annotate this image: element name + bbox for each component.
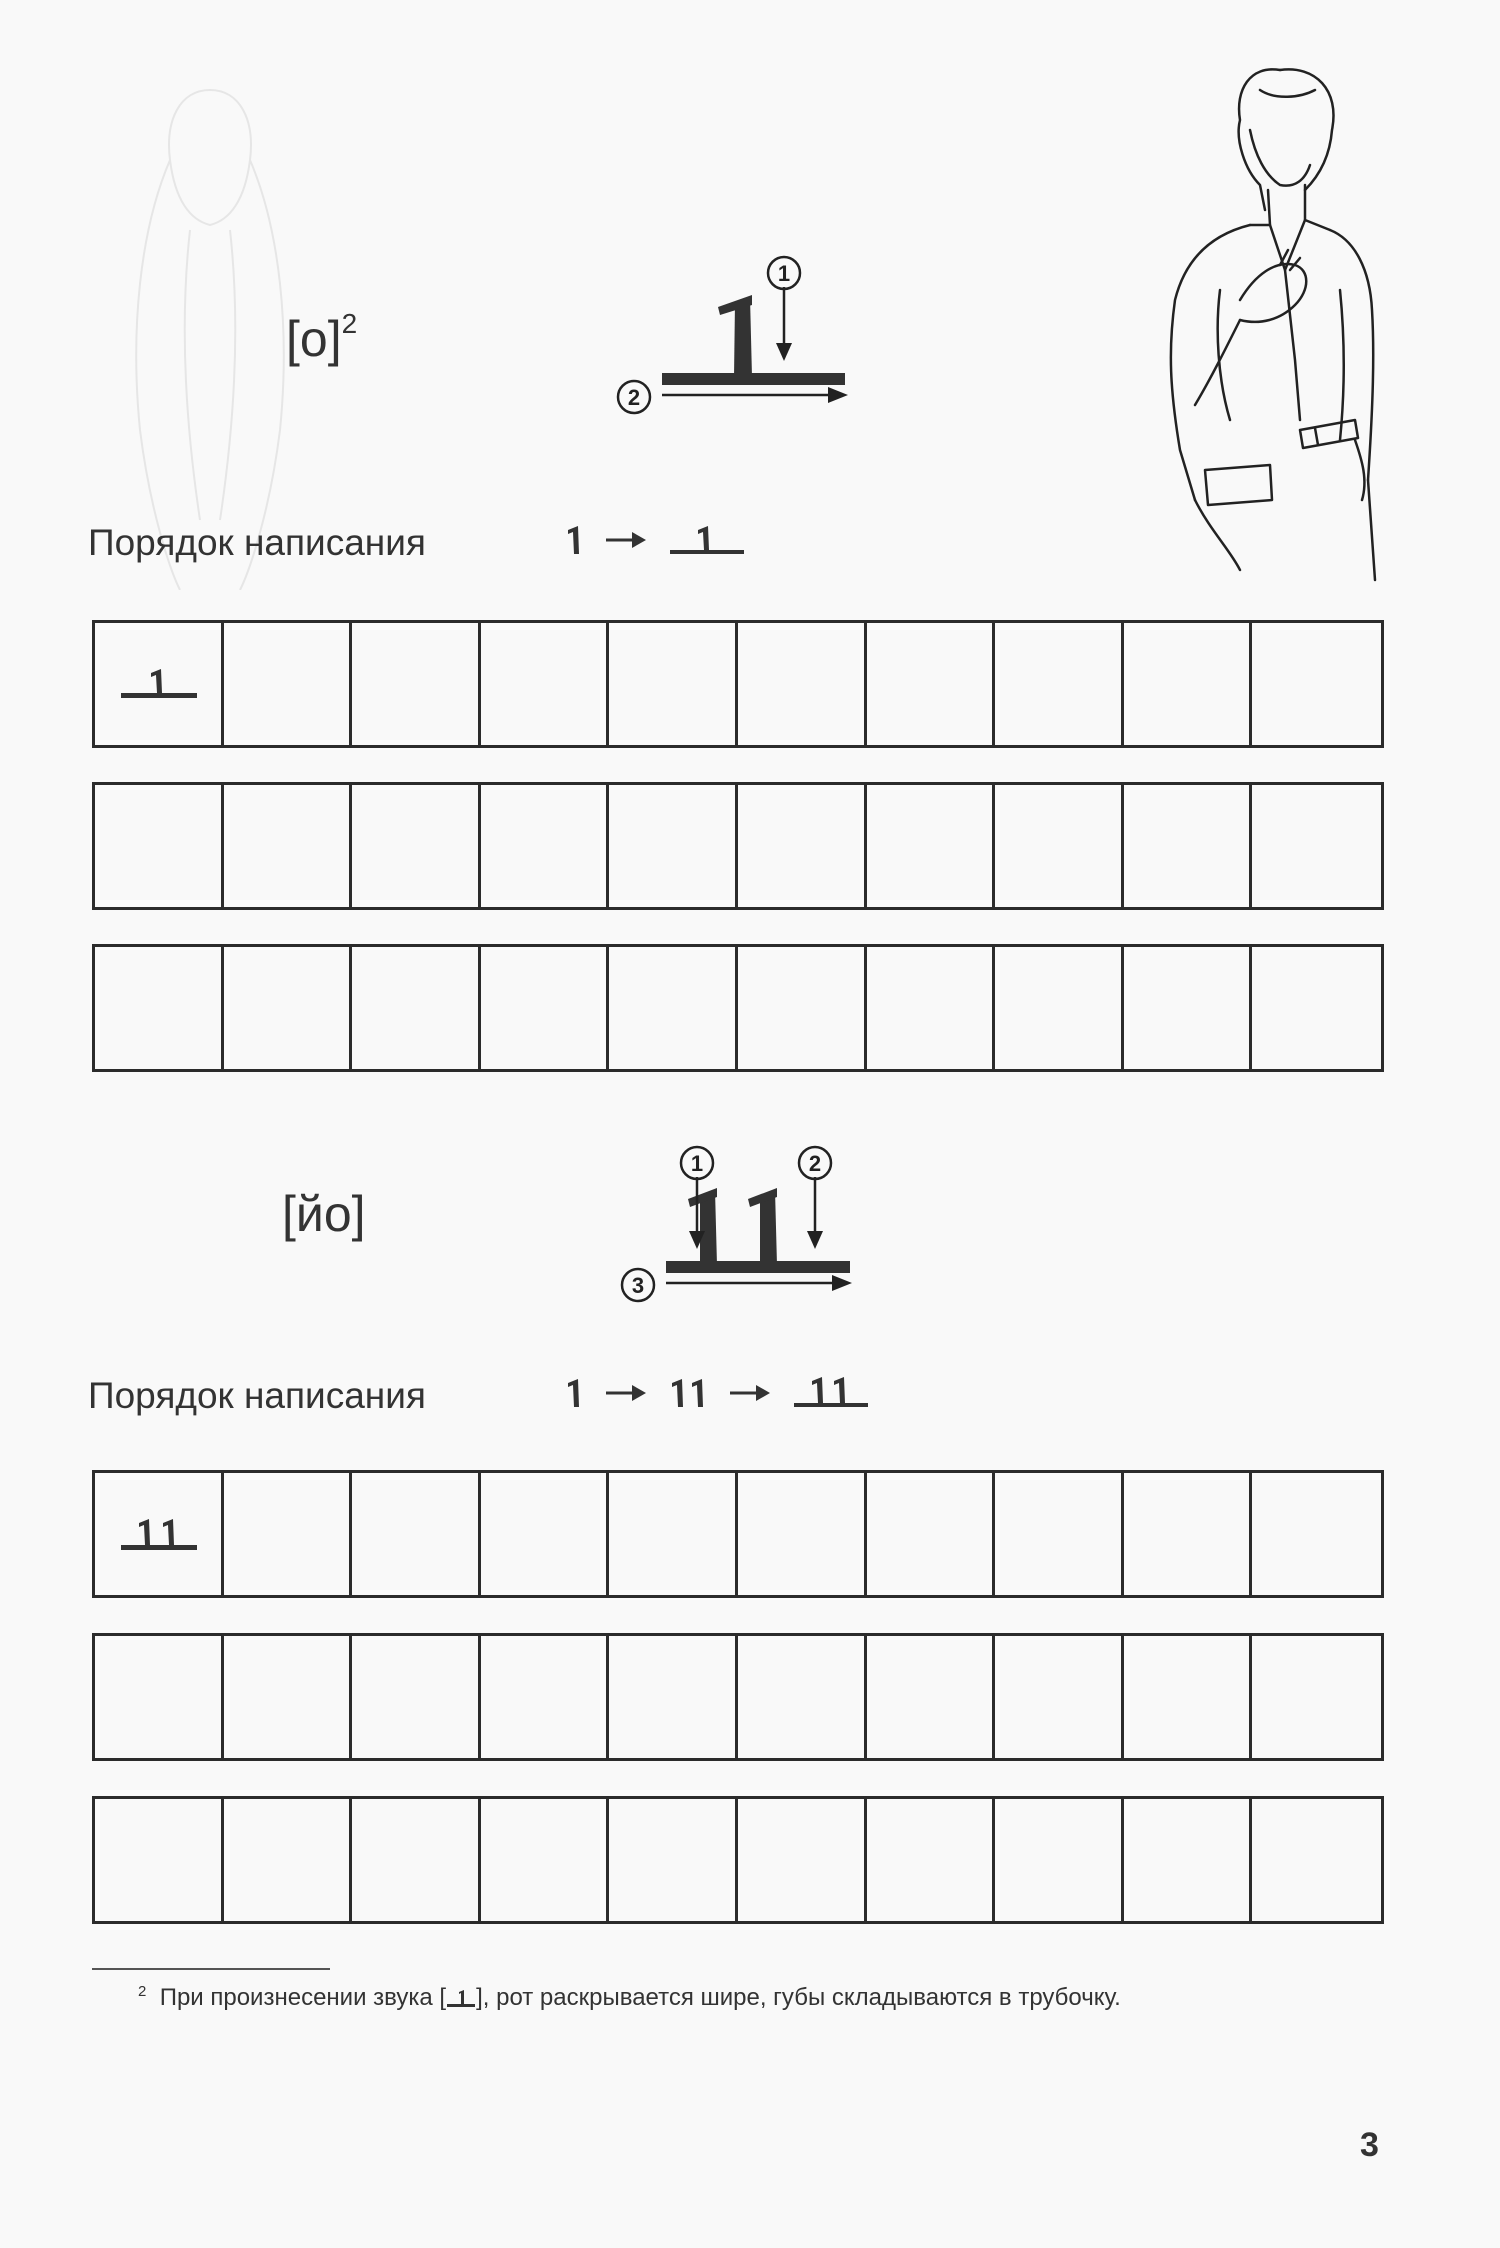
practice-cell-example[interactable] [95,1473,224,1595]
practice-cell[interactable] [1252,785,1381,907]
footnote-rule [92,1968,330,1970]
arrow-right-icon [728,1383,772,1403]
practice-cell[interactable] [867,785,996,907]
stroke-number-1: 1 [777,261,791,286]
practice-cell[interactable] [738,1636,867,1758]
practice-cell[interactable] [352,947,481,1069]
hangul-o-icon [446,1988,476,2010]
footnote [138,1983,1121,2012]
order-label-o: Порядок написания [88,522,426,563]
practice-cell[interactable] [95,1636,224,1758]
order-sequence-yo [562,1373,872,1413]
sound-text-yo: [йо] [282,1186,366,1242]
practice-cell[interactable] [738,1473,867,1595]
practice-cell[interactable] [481,785,610,907]
practice-cell[interactable] [609,1636,738,1758]
practice-cell[interactable] [481,1473,610,1595]
footnote-text-before: При произнесении звука [ [159,1984,447,2011]
page-number: 3 [1360,2126,1379,2164]
order-step-2-icon [666,1373,710,1413]
practice-cell[interactable] [1124,785,1253,907]
practice-cell[interactable] [738,1799,867,1921]
practice-cell[interactable] [1252,1473,1381,1595]
footnote-reference: 2 [341,308,358,339]
practice-cell[interactable] [995,947,1124,1069]
practice-cell[interactable] [738,623,867,745]
practice-grid-yo-row-1 [92,1470,1384,1598]
stroke-order-diagram-yo [600,1135,880,1315]
practice-cell[interactable] [867,947,996,1069]
practice-cell[interactable] [481,1636,610,1758]
practice-cell[interactable] [995,623,1124,745]
practice-cell[interactable] [738,947,867,1069]
stroke-number-2: 2 [627,385,641,410]
order-step-1-icon [562,520,586,560]
practice-cell[interactable] [867,1799,996,1921]
arrow-right-icon [604,1383,648,1403]
practice-cell[interactable] [352,785,481,907]
stroke-order-diagram-o [600,245,860,425]
practice-cell[interactable] [352,623,481,745]
practice-cell[interactable] [224,1636,353,1758]
glyph-stroke-horizontal [662,373,845,385]
practice-cell[interactable] [1124,1636,1253,1758]
practice-cell[interactable] [481,623,610,745]
practice-cell[interactable] [995,1636,1124,1758]
stroke-number-2: 2 [808,1151,822,1176]
stroke-number-1: 1 [690,1151,704,1176]
practice-cell[interactable] [609,947,738,1069]
practice-cell[interactable] [352,1799,481,1921]
practice-cell[interactable] [481,947,610,1069]
order-step-2-icon [666,520,748,560]
practice-grid-yo-row-2 [92,1633,1384,1761]
practice-cell[interactable] [224,623,353,745]
practice-cell[interactable] [1252,623,1381,745]
practice-cell[interactable] [1252,947,1381,1069]
practice-grid-o-row-2 [92,782,1384,910]
practice-cell[interactable] [1124,947,1253,1069]
practice-cell[interactable] [1252,1799,1381,1921]
practice-cell[interactable] [481,1799,610,1921]
practice-cell[interactable] [867,1636,996,1758]
practice-cell[interactable] [995,1473,1124,1595]
practice-grid-o-row-3 [92,944,1384,1072]
practice-cell[interactable] [352,1473,481,1595]
practice-cell[interactable] [609,623,738,745]
practice-cell[interactable] [352,1636,481,1758]
practice-cell[interactable] [867,1473,996,1595]
practice-cell[interactable] [224,1473,353,1595]
practice-cell[interactable] [1124,1473,1253,1595]
practice-cell[interactable] [609,785,738,907]
sound-label-o [286,310,357,368]
sound-label-yo [282,1185,366,1243]
example-glyph-yo-icon [117,1513,201,1557]
order-sequence-o [562,520,748,560]
order-step-3-icon [790,1373,872,1413]
stroke-number-3: 3 [631,1273,645,1298]
practice-cell[interactable] [867,623,996,745]
practice-cell[interactable] [224,1799,353,1921]
arrow-right-icon [604,530,648,550]
practice-cell-example[interactable] [95,623,224,745]
practice-cell[interactable] [1124,623,1253,745]
sound-text-o: [о] [286,311,342,367]
order-label-yo: Порядок написания [88,1375,426,1416]
footnote-number: 2 [138,1983,147,2000]
practice-cell[interactable] [738,785,867,907]
practice-cell[interactable] [95,785,224,907]
practice-cell[interactable] [609,1799,738,1921]
practice-cell[interactable] [224,947,353,1069]
practice-cell[interactable] [609,1473,738,1595]
order-step-1-icon [562,1373,586,1413]
practice-grid-o-row-1 [92,620,1384,748]
practice-cell[interactable] [224,785,353,907]
practice-cell[interactable] [995,785,1124,907]
example-glyph-o-icon [117,665,201,705]
practice-cell[interactable] [1252,1636,1381,1758]
man-illustration [1100,60,1400,620]
practice-cell[interactable] [1124,1799,1253,1921]
practice-cell[interactable] [95,947,224,1069]
practice-grid-yo-row-3 [92,1796,1384,1924]
practice-cell[interactable] [95,1799,224,1921]
practice-cell[interactable] [995,1799,1124,1921]
footnote-text-after: ], рот раскрывается шире, губы складываются в трубочку. [476,1984,1121,2011]
